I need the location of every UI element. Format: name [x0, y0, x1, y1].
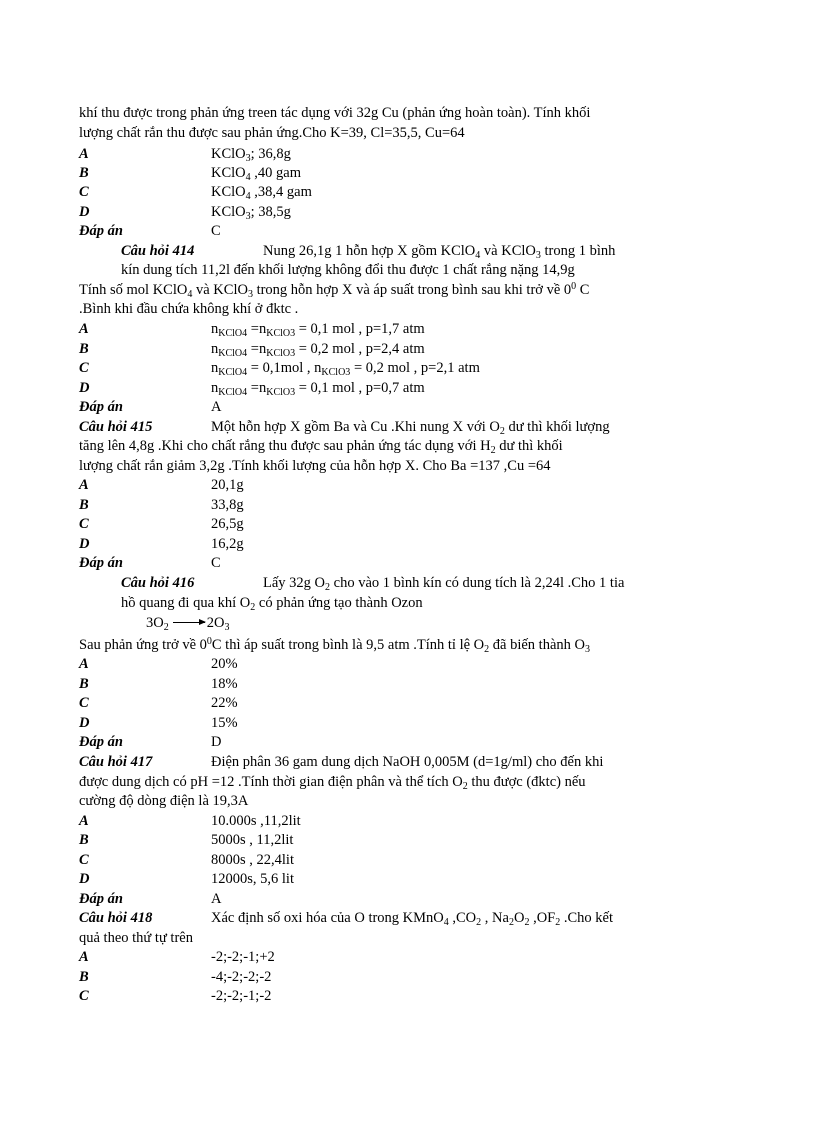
- q417-line-2: được dung dịch có pH =12 .Tính thời gian điện phân và thể tích $O_2$ thu được (đktc) nếu: [79, 774, 586, 792]
- q414-line-4: .Bình khi đầu chứa không khí ở đktc .: [79, 301, 299, 317]
- q414-option-c: $n_{KClO4} = 0,1mol$ , $n_{KClO3} = 0,2$ mol , p=2,1 atm: [211, 360, 480, 378]
- q415-line-3: lượng chất rắn giảm 3,2g .Tính khối lượng của hỗn hợp X. Cho Ba =137 ,Cu =64: [79, 458, 551, 474]
- q414-option-b: $n_{KClO4} =n_{KClO3} = 0,2$ mol , p=2,4 atm: [211, 341, 425, 359]
- option-label-a: A: [79, 656, 89, 672]
- option-label-c: C: [79, 988, 89, 1004]
- q418-title: Câu hỏi 418: [79, 910, 153, 926]
- option-label-c: C: [79, 852, 89, 868]
- q416-option-a: 20%: [211, 656, 238, 672]
- q417-option-d: 12000s, 5,6 lit: [211, 871, 294, 887]
- q416-option-d: 15%: [211, 715, 238, 731]
- q416-option-c: 22%: [211, 695, 238, 711]
- q414-answer: A: [211, 399, 222, 415]
- q418-line-2: quả theo thứ tự trên: [79, 930, 193, 946]
- option-label-b: B: [79, 497, 89, 513]
- option-label-d: D: [79, 536, 90, 552]
- answer-label: Đáp án: [79, 891, 123, 907]
- option-label-d: D: [79, 204, 90, 220]
- q416-option-b: 18%: [211, 676, 238, 692]
- q414-line-1: Nung 26,1g 1 hỗn hợp X gồm KClO$_4$ và KClO$_3$ trong 1 bình: [263, 243, 616, 261]
- intro-line-2: lượng chất rắn thu được sau phản ứng.Cho K=39, Cl=35,5, Cu=64: [79, 125, 465, 141]
- q418-option-c: -2;-2;-1;-2: [211, 988, 272, 1004]
- option-label-b: B: [79, 165, 89, 181]
- option-label-b: B: [79, 832, 89, 848]
- q415-option-d: 16,2g: [211, 536, 244, 552]
- reaction-arrow-icon: [173, 622, 205, 623]
- q413-option-a: KClO$_3$; 36,8g: [211, 146, 291, 164]
- q414-option-d: $n_{KClO4} =n_{KClO3} = 0,1$ mol , p=0,7 atm: [211, 380, 425, 398]
- q414-title: Câu hỏi 414: [121, 243, 195, 259]
- q415-line-1: Một hỗn hợp X gồm Ba và Cu .Khi nung X với $O_2$ dư thì khối lượng: [211, 419, 610, 437]
- option-label-b: B: [79, 676, 89, 692]
- option-label-c: C: [79, 695, 89, 711]
- q414-option-a: $n_{KClO4} =n_{KClO3} = 0,1$ mol , p=1,7 atm: [211, 321, 425, 339]
- q417-line-1: Điện phân 36 gam dung dịch NaOH 0,005M (d=1g/ml) cho đến khi: [211, 754, 604, 770]
- q413-option-d: KClO$_3$; 38,5g: [211, 204, 291, 222]
- q418-option-b: -4;-2;-2;-2: [211, 969, 272, 985]
- q417-option-a: 10.000s ,11,2lit: [211, 813, 301, 829]
- q413-option-b: KClO$_4$ ,40 gam: [211, 165, 301, 183]
- answer-label: Đáp án: [79, 399, 123, 415]
- answer-label: Đáp án: [79, 223, 123, 239]
- option-label-a: A: [79, 321, 89, 337]
- option-label-b: B: [79, 969, 89, 985]
- answer-label: Đáp án: [79, 555, 123, 571]
- q417-option-b: 5000s , 11,2lit: [211, 832, 294, 848]
- answer-label: Đáp án: [79, 734, 123, 750]
- option-label-c: C: [79, 516, 89, 532]
- option-label-a: A: [79, 146, 89, 162]
- q417-line-3: cường độ dòng điện là 19,3A: [79, 793, 249, 809]
- q415-option-c: 26,5g: [211, 516, 244, 532]
- q413-answer: C: [211, 223, 221, 239]
- q415-line-2: tăng lên 4,8g .Khi cho chất rắng thu được sau phản ứng tác dụng với $H_2$ dư thì khối: [79, 438, 563, 456]
- q414-line-2: kín dung tích 11,2l đến khối lượng không đổi thu được 1 chất rắng nặng 14,9g: [121, 262, 575, 278]
- q416-line-4: Sau phản ứng trở về $0^0C$ thì áp suất trong bình là 9,5 atm .Tính tỉ lệ $O_2$ đã biến thành $O_3$: [79, 636, 590, 655]
- q415-option-a: 20,1g: [211, 477, 244, 493]
- q417-option-c: 8000s , 22,4lit: [211, 852, 294, 868]
- q413-option-c: KClO$_4$ ,38,4 gam: [211, 184, 312, 202]
- q416-equation: $3O_2$ $2O_3$: [146, 615, 230, 633]
- option-label-b: B: [79, 341, 89, 357]
- q418-line-1: Xác định số oxi hóa của O trong KMnO$_4$ $,CO_2$ , $Na_2O_2$ $,OF_2$ .Cho kết: [211, 910, 614, 928]
- q417-answer: A: [211, 891, 222, 907]
- q416-answer: D: [211, 734, 222, 750]
- option-label-d: D: [79, 715, 90, 731]
- option-label-d: D: [79, 380, 90, 396]
- option-label-d: D: [79, 871, 90, 887]
- option-label-a: A: [79, 477, 89, 493]
- option-label-a: A: [79, 813, 89, 829]
- q416-title: Câu hỏi 416: [121, 575, 195, 591]
- option-label-c: C: [79, 184, 89, 200]
- option-label-c: C: [79, 360, 89, 376]
- q415-answer: C: [211, 555, 221, 571]
- intro-line-1: khí thu được trong phản ứng treen tác dụng với 32g Cu (phản ứng hoàn toàn). Tính khối: [79, 105, 591, 121]
- option-label-a: A: [79, 949, 89, 965]
- q418-option-a: -2;-2;-1;+2: [211, 949, 275, 965]
- q417-title: Câu hỏi 417: [79, 754, 153, 770]
- q416-line-2: hồ quang đi qua khí $O_2$ có phản ứng tạo thành Ozon: [121, 595, 423, 613]
- q415-title: Câu hỏi 415: [79, 419, 153, 435]
- q415-option-b: 33,8g: [211, 497, 244, 513]
- q414-line-3: Tính số mol KClO$_4$ và KClO$_3$ trong hỗn hợp X và áp suất trong bình sau khi trở về $0^0$ C: [79, 281, 590, 300]
- q416-line-1: Lấy 32g $O_2$ cho vào 1 bình kín có dung tích là 2,24l .Cho 1 tia: [263, 575, 625, 593]
